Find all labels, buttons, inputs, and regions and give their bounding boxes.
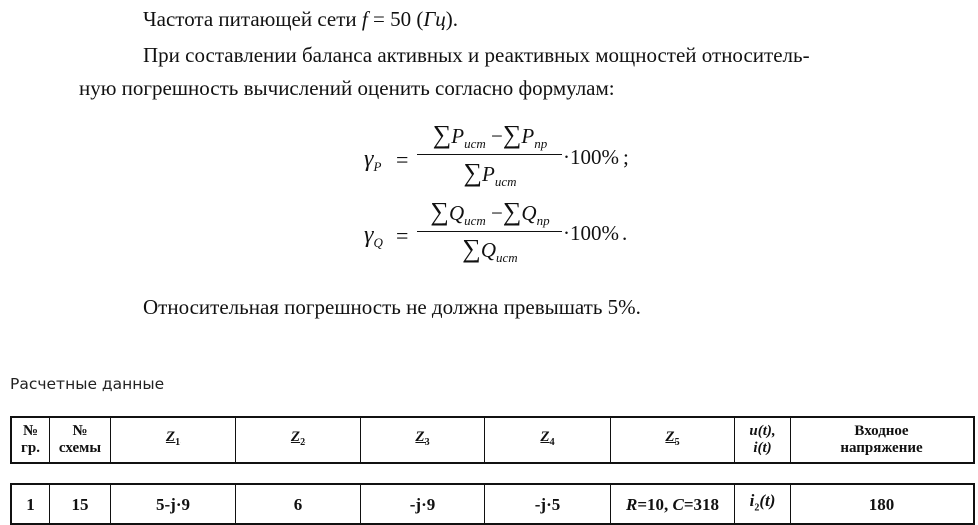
header-z2: $Z_2$ <box>236 418 361 462</box>
cell-z2: 6 <box>236 485 361 523</box>
header-ui: u(t), i(t) <box>735 418 791 462</box>
cell-z3: -j·9 <box>361 485 485 523</box>
formula-gamma-q-equals: = <box>396 223 409 248</box>
header-group-no: № гр. <box>12 418 50 462</box>
table-caption: Расчетные данные <box>10 375 165 393</box>
formula-gamma-q <box>360 197 660 272</box>
frequency-equals: = 50 ( <box>367 7 424 31</box>
balance-line-1: При составлении баланса активных и реактивных мощностей относитель- <box>143 43 810 67</box>
formula-gamma-p-lhs: $\gamma_P$ <box>364 146 382 174</box>
formula-gamma-p-multiplier: ·100% ; <box>563 145 629 169</box>
frequency-prefix: Частота питающей сети <box>143 7 362 31</box>
frequency-line <box>143 7 458 32</box>
header-z3: $Z_3$ <box>361 418 485 462</box>
table-header-row <box>10 416 975 464</box>
formula-gamma-q-fraction-bar <box>417 231 562 232</box>
header-z5: $Z_5$ <box>611 418 735 462</box>
header-z1: $Z_1$ <box>111 418 236 462</box>
formula-gamma-p <box>360 120 660 198</box>
cell-z1: 5-j·9 <box>111 485 236 523</box>
table-row <box>10 483 975 525</box>
cell-z4: -j·5 <box>485 485 611 523</box>
cell-input-voltage: 180 <box>868 494 895 514</box>
header-input-voltage: Входное напряжение <box>840 423 923 456</box>
frequency-suffix: ). <box>445 7 459 31</box>
limit-line: Относительная погрешность не должна превышать 5%. <box>143 295 641 319</box>
formula-gamma-p-numerator: $\sum P_{ист} -\sum P_{пр}$ <box>432 120 548 151</box>
formula-gamma-q-multiplier: ·100% . <box>563 221 628 245</box>
header-z4: $Z_4$ <box>485 418 611 462</box>
formula-gamma-q-numerator: $\sum Q_{ист} -\sum Q_{пр}$ <box>430 197 550 228</box>
formula-gamma-p-denominator: $\sum P_{ист}$ <box>463 158 517 189</box>
cell-ui: $i_2(t)$ <box>735 485 791 523</box>
frequency-var: f <box>361 7 368 31</box>
cell-group-no: 1 <box>12 485 50 523</box>
formula-gamma-p-equals: = <box>396 147 409 172</box>
formula-gamma-q-denominator: $\sum Q_{ист}$ <box>462 234 518 265</box>
balance-line-2: ную погрешность вычислений оценить согласно формулам: <box>79 76 615 100</box>
formula-gamma-p-fraction-bar <box>417 154 562 155</box>
frequency-unit: Гц <box>423 7 446 31</box>
cell-scheme-no: 15 <box>50 485 111 523</box>
cell-z5: R=10, C=318 <box>611 485 735 523</box>
formula-gamma-q-lhs: $\gamma_Q$ <box>364 222 383 250</box>
header-scheme-no: № схемы <box>50 418 111 462</box>
